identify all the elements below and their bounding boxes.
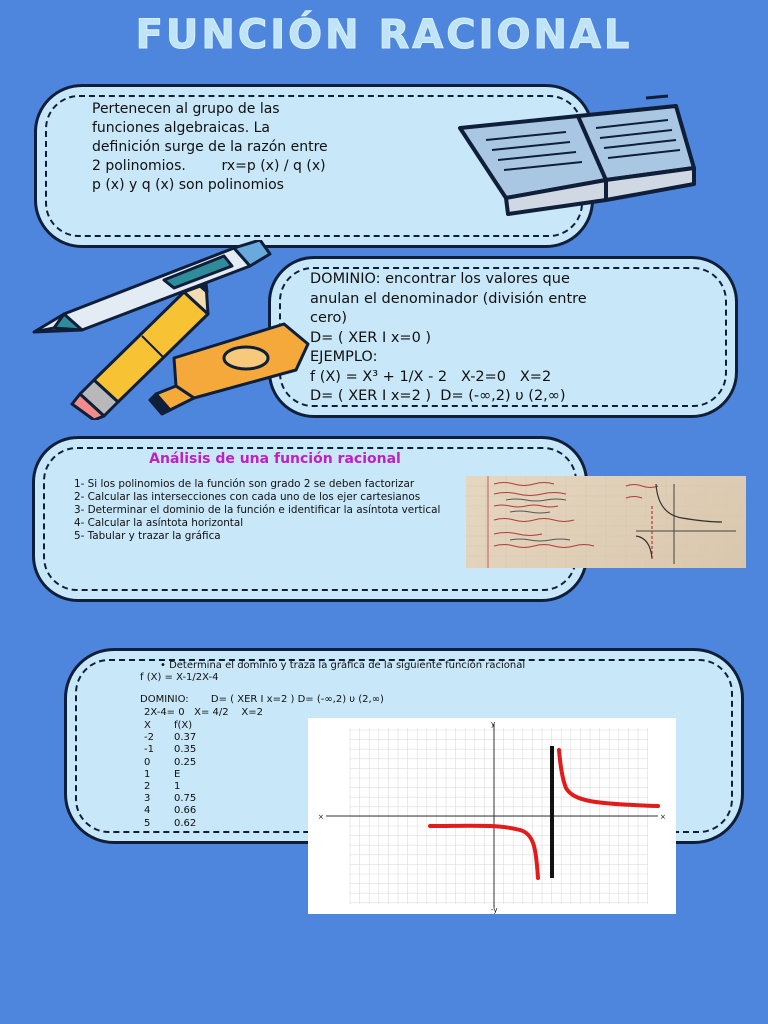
y-axis-label-bottom: -y xyxy=(491,906,498,914)
values-table xyxy=(144,720,216,830)
table-header: f(X) xyxy=(173,720,193,731)
intro-line: definición surge de la razón entre xyxy=(92,139,328,155)
table-cell: 5 xyxy=(144,817,151,829)
table-cell: 0.75 xyxy=(173,793,197,805)
analisis-step: 5- Tabular y trazar la gráfica xyxy=(74,530,221,542)
table-row xyxy=(144,732,216,744)
ejemplo-task-text: Determina el dominio y traza la gráfica de la siguiente función racional xyxy=(169,660,526,671)
analisis-step: 4- Calcular la asíntota horizontal xyxy=(74,517,244,529)
analisis-step: 1- Si los polinomios de la función son grado 2 se deben factorizar xyxy=(74,478,415,490)
intro-text xyxy=(92,100,442,195)
intro-line: funciones algebraicas. La xyxy=(92,120,270,136)
book-icon xyxy=(446,88,706,218)
dominio-line: cero) xyxy=(310,310,348,326)
dominio-line: DOMINIO: encontrar los valores que xyxy=(310,271,570,287)
analisis-step: 2- Calcular las intersecciones con cada uno de los ejer cartesianos xyxy=(74,491,421,503)
table-cell: 0.35 xyxy=(173,744,197,756)
bullet-icon: • xyxy=(160,660,170,671)
ejemplo-solucion: 2X-4= 0 X= 4/2 X=2 xyxy=(144,707,263,718)
table-cell: 0 xyxy=(144,756,151,768)
dominio-text xyxy=(310,270,718,407)
table-row xyxy=(144,757,216,769)
dominio-line: anulan el denominador (división entre xyxy=(310,290,587,307)
table-header: X xyxy=(144,720,151,731)
page-title: FUNCIÓN RACIONAL xyxy=(135,12,633,58)
x-axis-label-left: × xyxy=(318,813,324,821)
dominio-line: D= ( XER I x=2 ) D= (-∞,2) υ (2,∞) xyxy=(310,388,566,404)
table-cell: 0.25 xyxy=(173,756,197,768)
table-cell: 1 xyxy=(144,768,151,780)
table-row xyxy=(144,781,216,793)
dominio-line: EJEMPLO: xyxy=(310,349,378,365)
analisis-steps xyxy=(74,478,466,543)
analisis-title: Análisis de una función racional xyxy=(149,451,401,467)
ejemplo-function: f (X) = X-1/2X-4 xyxy=(140,672,219,683)
analisis-step: 3- Determinar el dominio de la función e identificar la asíntota vertical xyxy=(74,504,441,516)
table-row xyxy=(144,818,216,830)
table-cell: 0.62 xyxy=(173,817,197,829)
table-cell: 3 xyxy=(144,793,151,805)
dominio-line: D= ( XER I x=0 ) xyxy=(310,329,432,346)
table-cell: 2 xyxy=(144,781,151,793)
function-graph xyxy=(308,718,676,914)
table-cell: 1 xyxy=(173,781,181,793)
dominio-line: f (X) = X³ + 1/X - 2 X-2=0 X=2 xyxy=(310,368,552,385)
table-cell: 0.66 xyxy=(173,805,197,817)
table-cell: 0.37 xyxy=(173,732,197,744)
y-axis-label-top: y xyxy=(491,720,496,728)
school-supplies-icon xyxy=(24,240,314,420)
table-row xyxy=(144,744,216,756)
table-cell: 4 xyxy=(144,805,151,817)
table-row xyxy=(144,793,216,805)
table-cell: -2 xyxy=(144,732,154,744)
table-cell: E xyxy=(173,768,181,780)
x-axis-label-right: × xyxy=(660,813,666,821)
ejemplo-task xyxy=(160,660,640,671)
table-row xyxy=(144,769,216,781)
intro-line: 2 polinomios. rx=p (x) / q (x) xyxy=(92,158,326,174)
ejemplo-dominio: DOMINIO: D= ( XER I x=2 ) D= (-∞,2) υ (2,∞) xyxy=(140,694,384,705)
table-row xyxy=(144,805,216,817)
table-header-row xyxy=(144,720,216,732)
table-cell: -1 xyxy=(144,744,154,756)
notebook-photo xyxy=(466,476,746,568)
intro-line: p (x) y q (x) son polinomios xyxy=(92,177,284,193)
intro-line: Pertenecen al grupo de las xyxy=(92,101,280,117)
